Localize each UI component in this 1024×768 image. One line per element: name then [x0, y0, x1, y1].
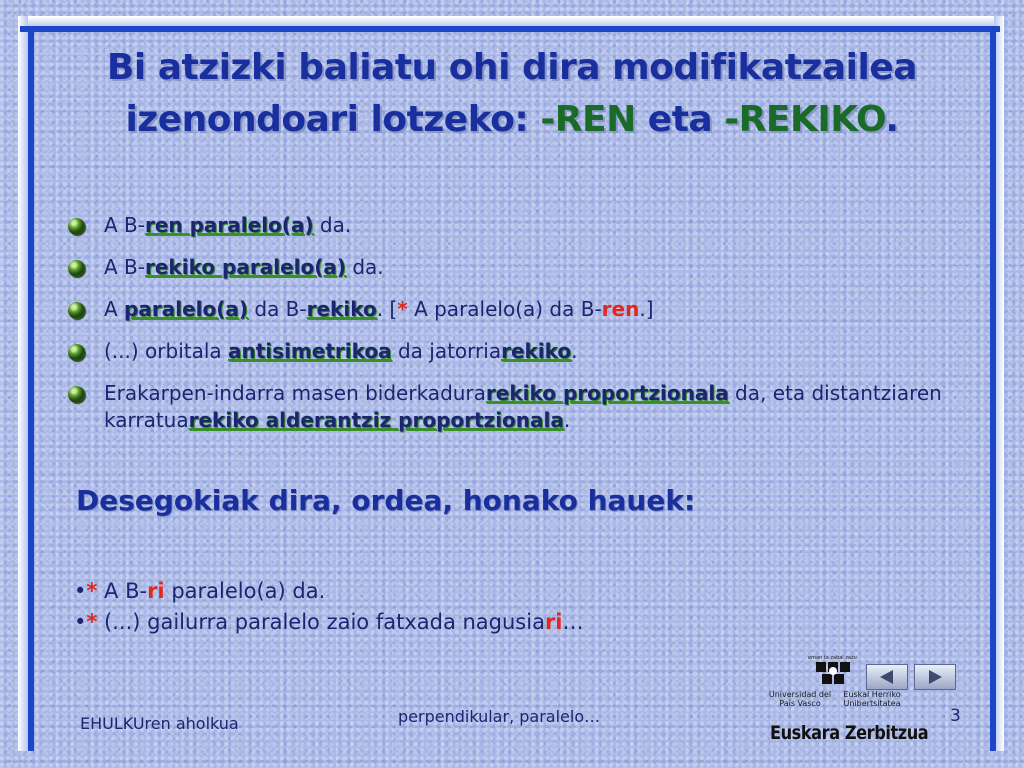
asterisk-mark: *: [86, 610, 98, 634]
example-text: A B-: [97, 579, 148, 603]
example-text: …: [562, 610, 584, 634]
frame-left-accent: [28, 26, 34, 751]
bullet-text: da.: [346, 255, 384, 279]
logo-motto: eman ta zabal zazu: [808, 655, 857, 661]
subheading: Desegokiak dira, ordea, honako hauek:: [76, 484, 696, 517]
frame-top-accent: [20, 26, 1000, 32]
footer-center-text: perpendikular, paralelo…: [398, 707, 601, 726]
green-ball-bullet-icon: [68, 386, 85, 403]
title-rekiko: -REKIKO: [724, 99, 886, 140]
example-text: (...) gailurra paralelo zaio fatxada nagusia: [97, 610, 545, 634]
bullet-highlight: rekiko: [501, 339, 572, 363]
footer-left-text: EHULKUren aholkua: [80, 714, 239, 733]
title-period: .: [885, 99, 899, 140]
triangle-right-icon: [923, 668, 947, 686]
university-name-eu: Euskal Herriko Unibertsitatea: [843, 690, 901, 708]
bullet-item: [68, 254, 968, 281]
bullet-text: A B-: [104, 255, 145, 279]
bullet-item: [68, 212, 968, 239]
bullet-item: [68, 380, 968, 434]
service-name: Euskara Zerbitzua: [770, 722, 929, 744]
bullet-highlight: rekiko proportzionala: [485, 381, 729, 405]
title-eta: eta: [635, 99, 725, 140]
slide-number: 3: [950, 706, 961, 726]
red-suffix: ren: [601, 297, 640, 321]
example-line: [74, 607, 584, 638]
bullet-text: da.: [313, 213, 352, 237]
bullet-list: [68, 212, 968, 449]
university-name-es: Universidad del País Vasco: [768, 690, 832, 708]
asterisk-mark: *: [86, 579, 98, 603]
next-slide-button[interactable]: [914, 664, 956, 690]
bullet-text: A: [104, 297, 125, 321]
bullet-highlight: paralelo(a): [124, 297, 249, 321]
example-line: [74, 576, 584, 607]
slide-title: [48, 42, 976, 146]
green-ball-bullet-icon: [68, 302, 85, 319]
bullet-text: Erakarpen-indarra masen biderkadura: [104, 381, 486, 405]
bullet-text: .: [571, 339, 578, 363]
bullet-text: da, eta distantziaren karratua: [104, 381, 942, 432]
title-text: Bi atzizki baliatu ohi dira modifikatzailea izenondoari lotzeko:: [106, 47, 918, 140]
asterisk-mark: *: [397, 297, 408, 321]
bullet-text: A paralelo(a) da B-: [407, 297, 602, 321]
bullet-highlight: rekiko: [306, 297, 377, 321]
frame-left: [18, 16, 28, 751]
bullet-text: A B-: [104, 213, 145, 237]
title-ren: -REN: [540, 99, 636, 140]
bullet-text: .]: [639, 297, 654, 321]
bullet-item: [68, 338, 968, 365]
bullet-highlight: rekiko paralelo(a): [144, 255, 346, 279]
bullet-text: . [: [376, 297, 398, 321]
bullet-text: da jatorria: [391, 339, 502, 363]
green-ball-bullet-icon: [68, 218, 85, 235]
bullet-text: (...) orbitala: [104, 339, 229, 363]
green-ball-bullet-icon: [68, 344, 85, 361]
dot-bullet: •: [74, 610, 87, 634]
bullet-item: [68, 296, 968, 323]
bullet-text: da B-: [248, 297, 307, 321]
green-ball-bullet-icon: [68, 260, 85, 277]
university-logo: [768, 654, 929, 754]
bullet-highlight: rekiko alderantziz proportzionala: [188, 408, 564, 432]
bullet-highlight: ren paralelo(a): [144, 213, 314, 237]
example-text: paralelo(a) da.: [164, 579, 326, 603]
bullet-text: .: [563, 408, 571, 432]
incorrect-examples: [74, 576, 584, 638]
frame-right-accent: [990, 26, 996, 751]
red-suffix: ri: [147, 579, 165, 603]
red-suffix: ri: [544, 610, 563, 634]
dot-bullet: •: [74, 579, 87, 603]
bullet-highlight: antisimetrikoa: [228, 339, 392, 363]
